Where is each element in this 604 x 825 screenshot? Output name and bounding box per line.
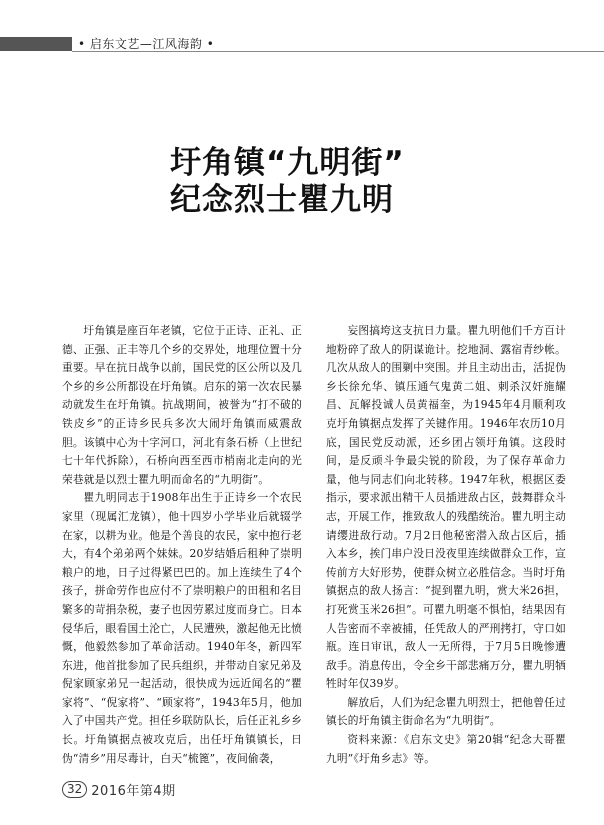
right-column <box>326 322 566 768</box>
issue-label: 2016年第4期 <box>91 783 176 799</box>
header-bar <box>0 37 72 51</box>
left-column <box>62 322 302 768</box>
page-number: 32 <box>62 781 87 798</box>
header-divider <box>72 51 604 52</box>
page-footer <box>62 780 176 798</box>
paragraph: 妄图搞垮这支抗日力量。瞿九明他们千方百计地粉碎了敌人的阴谋诡计。挖地洞、露宿青纱帐。几次从敌人的围剿中突围。并且主动出击，活捉伪乡长徐允华、镇压通气鬼黄二姐、刺杀汉奸施耀昌、瓦解投诚人员黄福奎，为1945年4月顺利攻克圩角镇据点发挥了关键作用。1946年农历10月底，国民党反动派，还乡团占领圩角镇。这段时间，是反顽斗争最尖锐的阶段，为了保存革命力量，他与同志们向北转移。1947年秋，根据区委指示，要求派出精干人员插进敌占区，鼓舞群众斗志，开展工作，推致敌人的残酷统治。瞿九明主动请缨进敌行动。7月2日他秘密潜入敌占区后，插入本乡，挨门串户没日没夜里连续做群众工作，宣传前方大好形势，使群众树立必胜信念。当时圩角镇据点的敌人扬言：“捉到瞿九明，赏大米26担，打死赏玉米26担”。可瞿九明毫不惧怕，结果因有人告密而不幸被捕，任凭敌人的严刑拷打，守口如瓶。连日审讯，敌人一无所得，于7月5日晚惨遭敌手。消息传出，令全乡干部悲痛万分，瞿九明牺牲时年仅39岁。 <box>326 324 566 691</box>
section-header: • 启东文艺—江风海韵 • <box>78 37 215 51</box>
title-line-1: 圩角镇“九明街” <box>170 145 405 181</box>
paragraph: 解放后，人们为纪念瞿九明烈士，把他曾任过镇长的圩角镇主街命名为“九明街”。 <box>326 695 566 728</box>
source-note: 资料来源：《启东文史》第20辑“纪念大哥瞿九明”《圩角乡志》等。 <box>326 733 566 765</box>
title-line-2: 纪念烈士瞿九明 <box>170 182 394 218</box>
article-title <box>170 145 470 219</box>
paragraph: 瞿九明同志于1908年出生于正诗乡一个农民家里（现属汇龙镇），他十四岁小学毕业后就辍学在家，以耕为业。他是个善良的农民，家中抱行老大，有4个弟弟两个妹妹。20岁结婚后租种了崇明粮户的地，日子过得紧巴巴的。加上连续生了4个孩子，拼命劳作也应付不了崇明粮户的田租和名目繁多的苛捐杂税，妻子也因劳累过度而身亡。日本侵华后，眼看国土沦亡，人民遭殃，激起他无比愤慨，他毅然参加了革命活动。1940年冬，新四军东进，他首批参加了民兵组织，并带动自家兄弟及倪家顾家弟兄一起活动，很快成为远近闻名的“瞿家将”、“倪家将”、“顾家将”，1943年5月，他加入了中国共产党。担任乡联防队长，后任正礼乡乡长。圩角镇据点被攻克后，出任圩角镇镇长，日伪“清乡”用尽毒计，白天“梳篦”，夜间偷袭， <box>62 491 302 765</box>
paragraph: 圩角镇是座百年老镇，它位于正诗、正礼、正德、正强、正丰等几个乡的交界处，地理位置十分重要。早在抗日战争以前，国民党的区公所以及几个乡的乡公所都设在圩角镇。启东的第一次农民暴动就发生在圩角镇。抗战期间，被誉为“打不破的铁皮乡”的正诗乡民兵多次大闹圩角镇而威震敌胆。该镇中心为十字河口，河北有条石桥（上世纪七十年代拆除），石桥向西至西市梢南北走向的光荣巷就是以烈士瞿九明而命名的“九明街”。 <box>62 324 302 486</box>
